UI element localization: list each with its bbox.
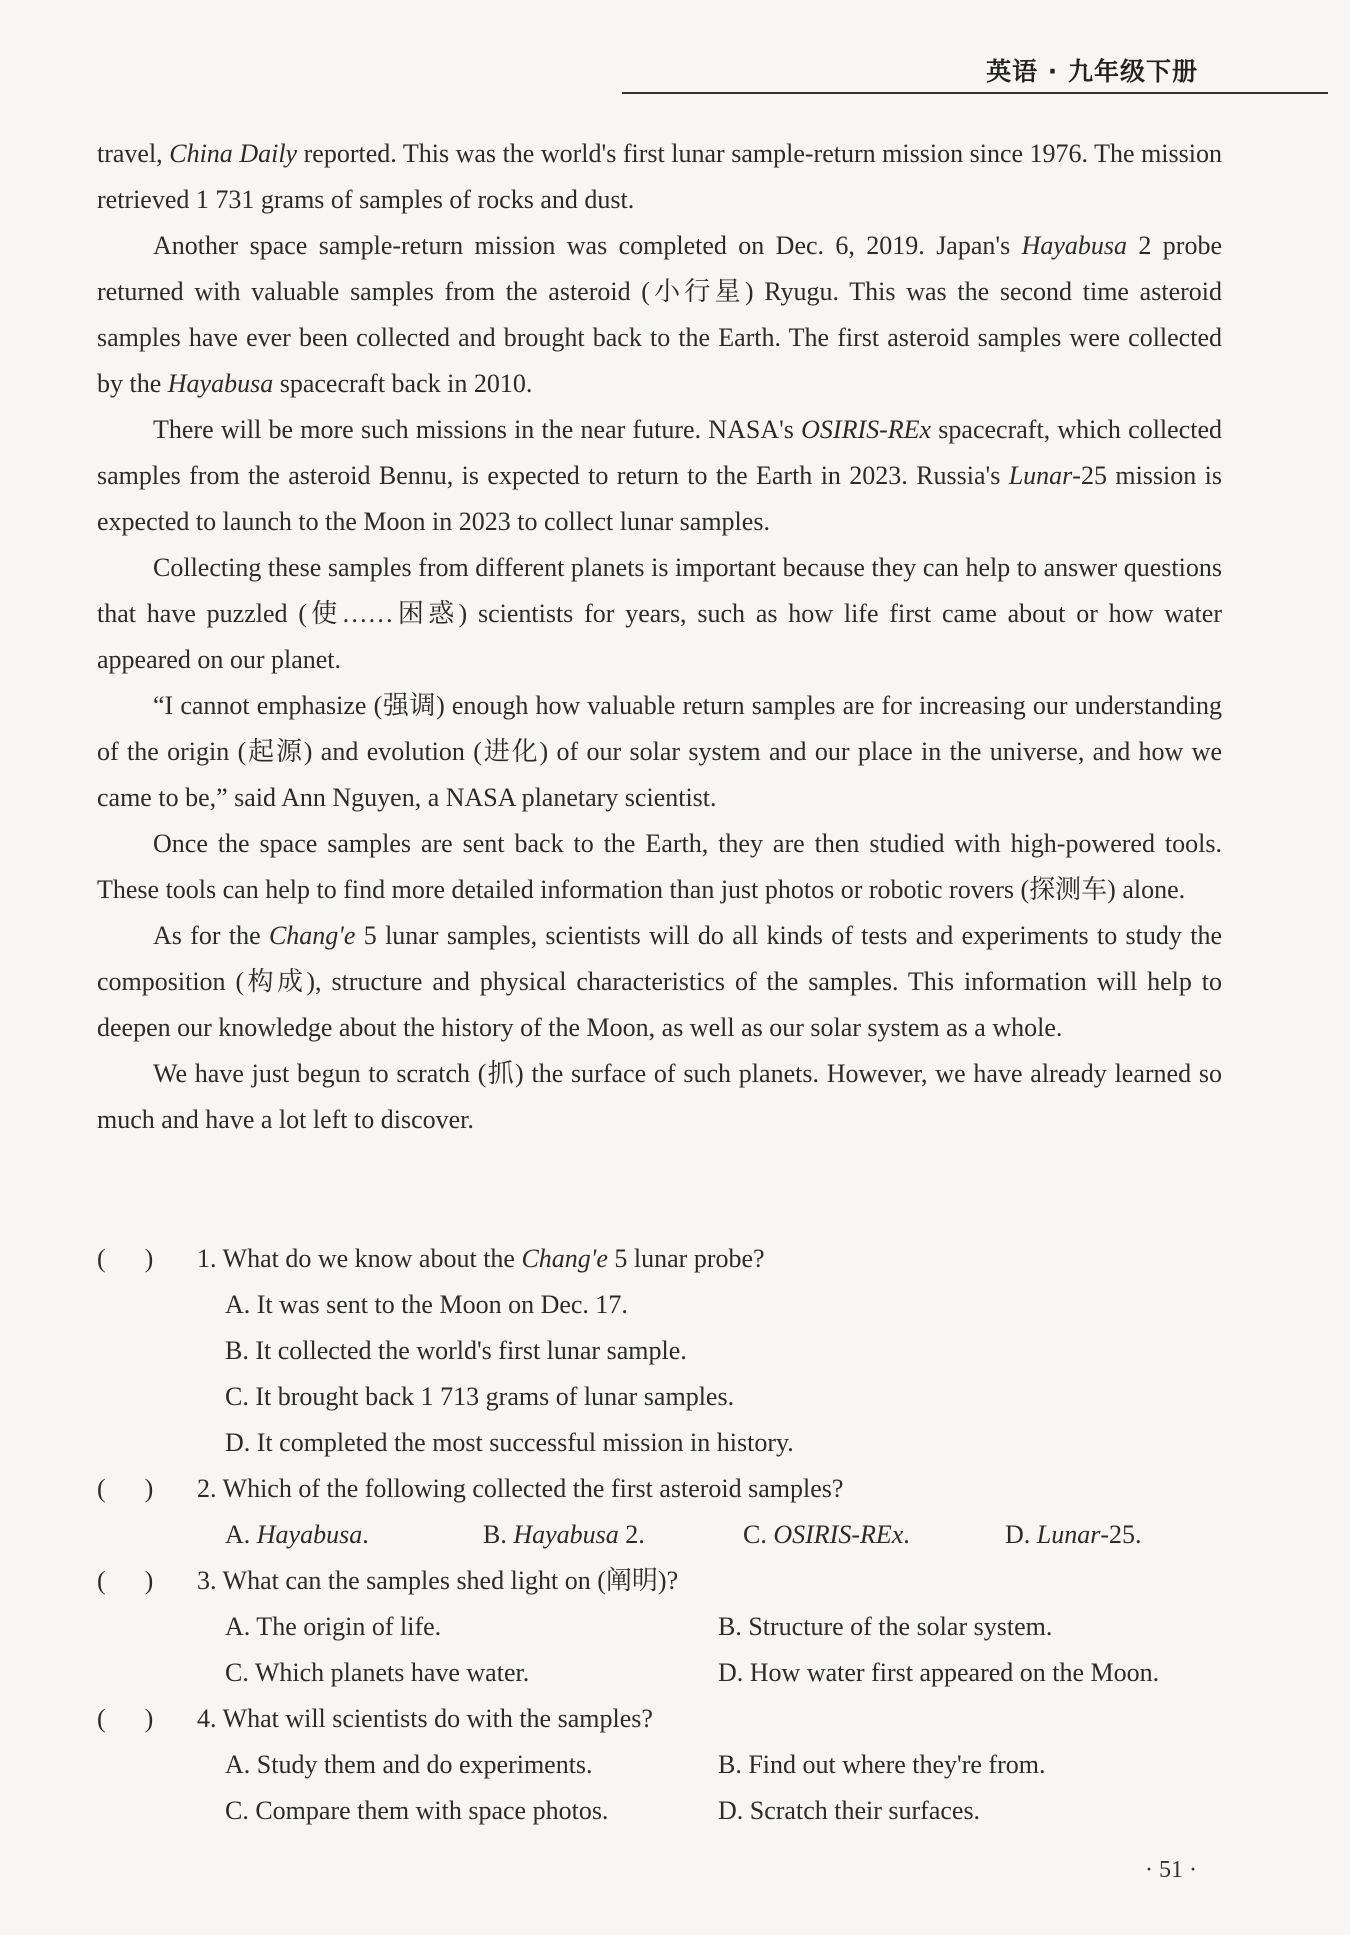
text-run: reported. This was the world's first lunar sample-return mission since 1976. The mission retrieved 1 731 grams of samples of rocks and dust. xyxy=(97,139,1222,214)
text-run: B. Structure of the solar system. xyxy=(718,1612,1053,1641)
option-row xyxy=(97,1328,1222,1374)
italic-text: Lunar xyxy=(1036,1520,1101,1549)
text-run: A. Study them and do experiments. xyxy=(225,1750,593,1779)
question-stem-row xyxy=(97,1558,1222,1604)
passage-paragraph xyxy=(97,407,1222,545)
answer-blank[interactable]: ( ) xyxy=(97,1566,154,1595)
answer-option xyxy=(718,1650,1222,1696)
answer-blank[interactable]: ( ) xyxy=(97,1244,154,1273)
option-row xyxy=(97,1420,1222,1466)
passage-paragraph xyxy=(97,913,1222,1051)
option-row xyxy=(97,1374,1222,1420)
reading-passage xyxy=(97,131,1222,1143)
text-run: A. The origin of life. xyxy=(225,1612,442,1641)
italic-text: OSIRIS-REx xyxy=(773,1520,904,1549)
question-stem-row xyxy=(97,1466,1222,1512)
italic-text: Chang'e xyxy=(521,1244,608,1273)
answer-option xyxy=(225,1650,718,1696)
text-run: What can the samples shed light on (阐明)? xyxy=(222,1566,679,1595)
answer-option xyxy=(718,1742,1222,1788)
answer-option xyxy=(225,1788,718,1834)
question-number: 1. xyxy=(197,1244,217,1273)
text-run: A. It was sent to the Moon on Dec. 17. xyxy=(225,1290,628,1319)
italic-text: Chang'e xyxy=(268,921,356,950)
option-grid xyxy=(97,1742,1222,1834)
running-header: 英语 · 九年级下册 xyxy=(986,57,1198,86)
question-stem-row xyxy=(97,1236,1222,1282)
option-row xyxy=(97,1512,1222,1558)
answer-option xyxy=(743,1512,1005,1558)
question-number: 2. xyxy=(197,1474,217,1503)
italic-text: Hayabusa xyxy=(1021,231,1128,260)
text-run: 5 lunar samples, scientists will do all kinds of tests and experiments to study the composition (构成), structure and physical characteristics of the samples. This information will help to deepen our knowledge about the history of the Moon, as well as our solar system as a whole. xyxy=(97,921,1222,1042)
question-item xyxy=(97,1558,1222,1696)
option-grid xyxy=(97,1604,1222,1696)
passage-paragraph xyxy=(97,545,1222,683)
question-item xyxy=(97,1236,1222,1466)
question-stem xyxy=(197,1558,1222,1604)
text-run: D. xyxy=(1005,1520,1037,1549)
text-run: 2 probe returned with valuable samples from the asteroid (小行星) Ryugu. This was the second time asteroid samples have ever been collected and brought back to the Earth. The first asteroid samples were collected by the xyxy=(97,231,1223,398)
italic-text: Hayabusa xyxy=(167,369,274,398)
text-run: A. xyxy=(225,1520,257,1549)
text-run: D. How water first appeared on the Moon. xyxy=(718,1658,1160,1687)
text-run: -25. xyxy=(1100,1520,1142,1549)
text-run: Collecting these samples from different planets is important because they can help to answer questions that have puzzled (使……困惑) scientists for years, such as how life first came about or how water appeared on our planet. xyxy=(97,553,1222,674)
text-run: “I cannot emphasize (强调) enough how valuable return samples are for increasing our understanding of the origin (起源) and evolution (进化) of our solar system and our place in the universe, and how we came to be,” said Ann Nguyen, a NASA planetary scientist. xyxy=(97,691,1222,812)
text-run: As for the xyxy=(153,921,269,950)
question-item xyxy=(97,1466,1222,1558)
passage-paragraph xyxy=(97,223,1222,407)
question-number: 3. xyxy=(197,1566,217,1595)
question-stem xyxy=(197,1236,1222,1282)
italic-text: Hayabusa xyxy=(513,1520,619,1549)
text-run: . xyxy=(362,1520,369,1549)
answer-blank[interactable]: ( ) xyxy=(97,1474,154,1503)
text-run: There will be more such missions in the near future. NASA's xyxy=(153,415,802,444)
question-stem xyxy=(197,1466,1222,1512)
question-stem-row xyxy=(97,1696,1222,1742)
passage-paragraph xyxy=(97,1051,1222,1143)
answer-option xyxy=(225,1336,687,1365)
text-run: 5 lunar probe? xyxy=(607,1244,765,1273)
text-run: spacecraft back in 2010. xyxy=(273,369,533,398)
text-run: C. Compare them with space photos. xyxy=(225,1796,609,1825)
option-row xyxy=(97,1282,1222,1328)
italic-text: China Daily xyxy=(169,139,298,168)
passage-paragraph xyxy=(97,821,1222,913)
italic-text: Hayabusa xyxy=(256,1520,363,1549)
text-run: -25 mission is expected to launch to the Moon in 2023 to collect lunar samples. xyxy=(97,461,1222,536)
answer-option xyxy=(225,1604,718,1650)
text-run: C. It brought back 1 713 grams of lunar samples. xyxy=(225,1382,735,1411)
text-run: B. Find out where they're from. xyxy=(718,1750,1046,1779)
text-run: C. xyxy=(743,1520,774,1549)
text-run: D. It completed the most successful mission in history. xyxy=(225,1428,794,1457)
header-rule xyxy=(622,92,1328,94)
passage-paragraph xyxy=(97,683,1222,821)
question-stem xyxy=(197,1696,1222,1742)
text-run: . xyxy=(903,1520,910,1549)
text-run: C. Which planets have water. xyxy=(225,1658,530,1687)
text-run: travel, xyxy=(97,139,170,168)
text-run: D. Scratch their surfaces. xyxy=(718,1796,981,1825)
answer-option xyxy=(225,1290,628,1319)
text-run: Once the space samples are sent back to the Earth, they are then studied with high-powered tools. These tools can help to find more detailed information than just photos or robotic rovers (探测车) alone. xyxy=(97,829,1222,904)
answer-blank[interactable]: ( ) xyxy=(97,1704,154,1733)
text-run: Which of the following collected the first asteroid samples? xyxy=(222,1474,844,1503)
page-number: · 51 · xyxy=(1145,1857,1197,1883)
italic-text: OSIRIS-REx xyxy=(801,415,932,444)
answer-option xyxy=(225,1512,483,1558)
question-item xyxy=(97,1696,1222,1834)
answer-option xyxy=(718,1604,1222,1650)
text-run: B. It collected the world's first lunar sample. xyxy=(225,1336,687,1365)
question-list xyxy=(97,1236,1222,1834)
question-number: 4. xyxy=(197,1704,217,1733)
answer-option xyxy=(1005,1512,1205,1558)
answer-option xyxy=(483,1512,743,1558)
answer-option xyxy=(225,1428,794,1457)
passage-paragraph xyxy=(97,131,1222,223)
text-run: 2. xyxy=(618,1520,645,1549)
text-run: spacecraft, which collected samples from the asteroid Bennu, is expected to return to the Earth in 2023. Russia's xyxy=(97,415,1222,490)
text-run: B. xyxy=(483,1520,514,1549)
italic-text: Lunar xyxy=(1008,461,1073,490)
answer-option xyxy=(225,1742,718,1788)
text-run: What do we know about the xyxy=(222,1244,522,1273)
answer-option xyxy=(718,1788,1222,1834)
text-run: We have just begun to scratch (抓) the surface of such planets. However, we have already learned so much and have a lot left to discover. xyxy=(97,1059,1222,1134)
answer-option xyxy=(225,1382,734,1411)
text-run: What will scientists do with the samples? xyxy=(222,1704,653,1733)
text-run: Another space sample-return mission was completed on Dec. 6, 2019. Japan's xyxy=(153,231,1022,260)
